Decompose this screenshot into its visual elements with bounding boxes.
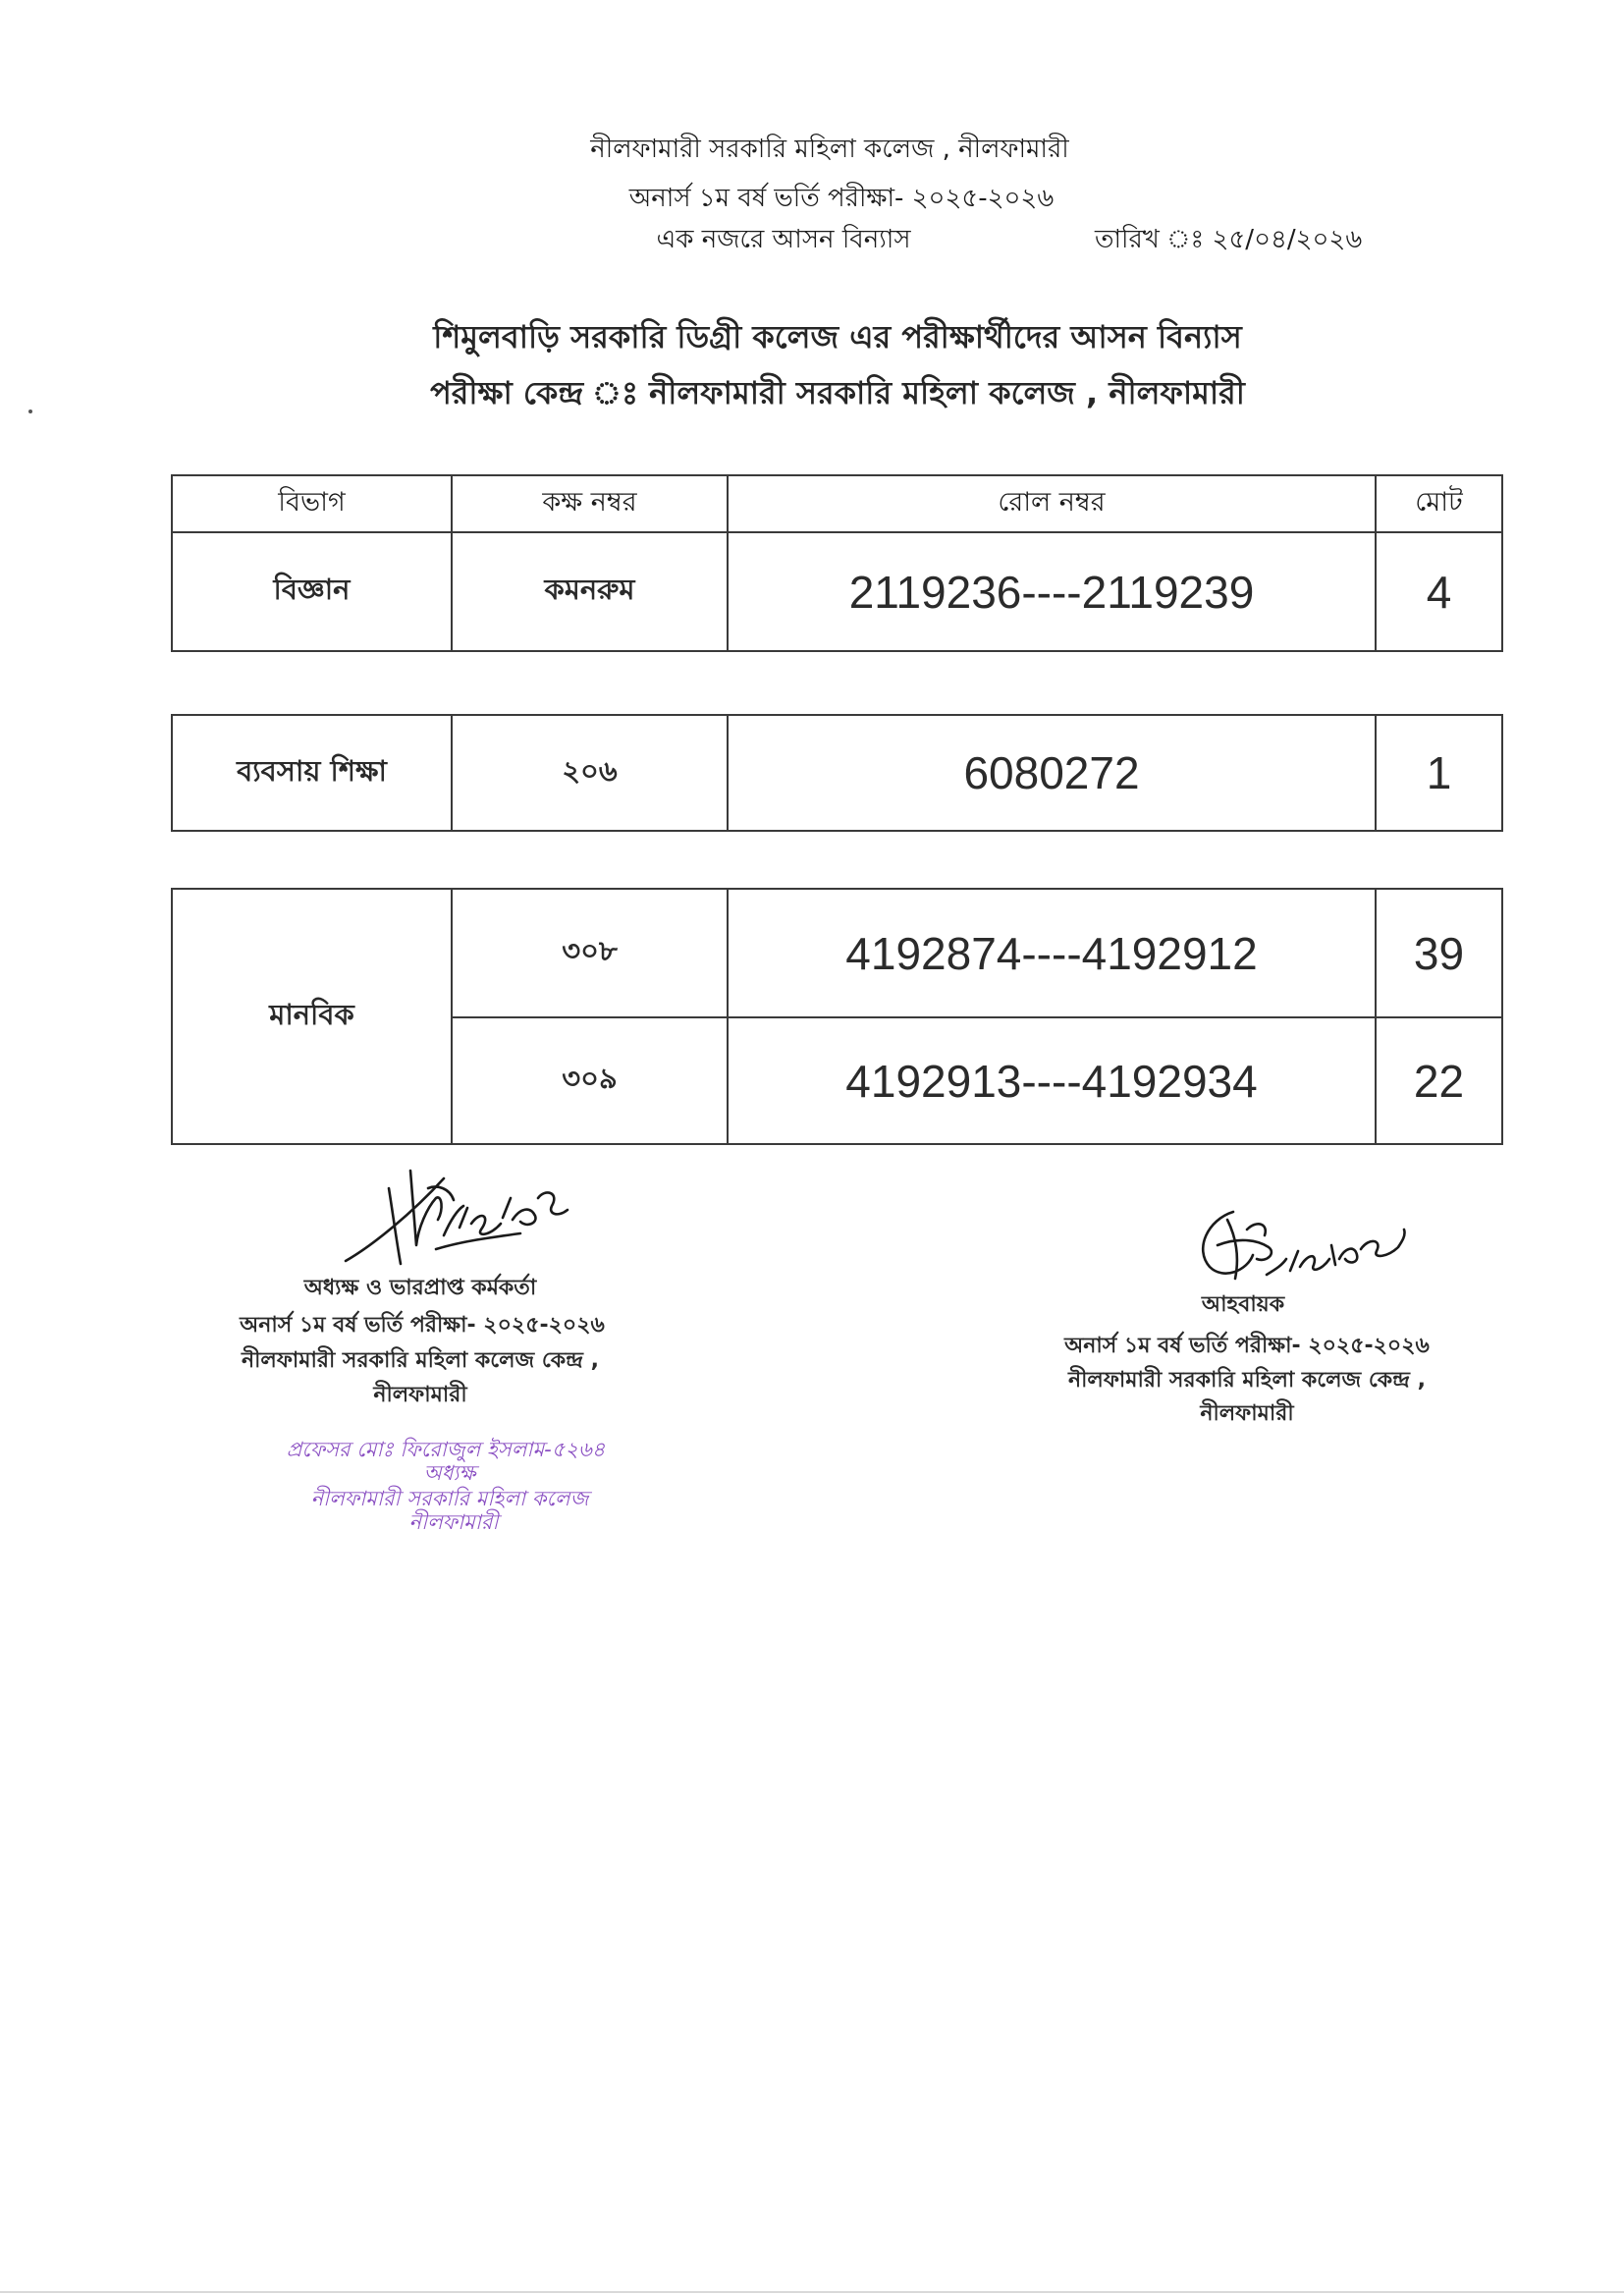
seating-table-business bbox=[171, 714, 1503, 832]
roll-range-cell: 6080272 bbox=[728, 715, 1376, 831]
left-signatory-role: অধ্যক্ষ ও ভারপ্রাপ্ত কর্মকর্তা bbox=[303, 1276, 537, 1300]
column-header-roll: রোল নম্বর bbox=[728, 475, 1376, 532]
stamp-name: প্রফেসর মোঃ ফিরোজুল ইসলাম-৫২৬৪ bbox=[286, 1438, 606, 1461]
table-header-row bbox=[172, 475, 1502, 532]
scan-edge-line bbox=[0, 2291, 1624, 2293]
total-cell: 4 bbox=[1376, 532, 1502, 651]
seating-table-science bbox=[171, 474, 1503, 652]
right-signatory-role: আহবায়ক bbox=[1201, 1292, 1285, 1317]
roll-range-cell: 4192913----4192934 bbox=[728, 1017, 1376, 1144]
scan-speck bbox=[28, 410, 32, 413]
table-row bbox=[172, 889, 1502, 1017]
left-signatory-exam: অনার্স ১ম বর্ষ ভর্তি পরীক্ষা- ২০২৫-২০২৬ bbox=[240, 1313, 605, 1338]
right-signatory-district: নীলফামারী bbox=[1200, 1401, 1294, 1426]
exam-title: অনার্স ১ম বর্ষ ভর্তি পরীক্ষা- ২০২৫-২০২৬ bbox=[628, 184, 1055, 213]
document-subtitle: এক নজরে আসন বিন্যাস bbox=[656, 225, 911, 254]
room-cell: কমনরুম bbox=[452, 532, 728, 651]
seating-title: শিমুলবাড়ি সরকারি ডিগ্রী কলেজ এর পরীক্ষার্থীদের আসন বিন্যাস bbox=[433, 318, 1242, 355]
room-cell: ৩০৯ bbox=[452, 1017, 728, 1144]
left-signatory-district: নীলফামারী bbox=[373, 1383, 467, 1407]
column-header-department: বিভাগ bbox=[172, 475, 452, 532]
institution-title: নীলফামারী সরকারি মহিলা কলেজ , নীলফামারী bbox=[590, 135, 1069, 164]
table-row bbox=[172, 715, 1502, 831]
room-cell: ২০৬ bbox=[452, 715, 728, 831]
department-cell: বিজ্ঞান bbox=[172, 532, 452, 651]
room-cell: ৩০৮ bbox=[452, 889, 728, 1017]
total-cell: 39 bbox=[1376, 889, 1502, 1017]
table-row bbox=[172, 532, 1502, 651]
column-header-room: কক্ষ নম্বর bbox=[452, 475, 728, 532]
seating-table-humanities bbox=[171, 888, 1503, 1145]
roll-range-cell: 4192874----4192912 bbox=[728, 889, 1376, 1017]
date-label: তারিখ ঃ ২৫/০৪/২০২৬ bbox=[1095, 225, 1363, 254]
stamp-district: নীলফামারী bbox=[408, 1510, 499, 1534]
exam-center-heading: পরীক্ষা কেন্দ্র ঃ নীলফামারী সরকারি মহিলা কলেজ , নীলফামারী bbox=[430, 374, 1245, 411]
total-cell: 1 bbox=[1376, 715, 1502, 831]
department-cell: মানবিক bbox=[172, 889, 452, 1144]
total-cell: 22 bbox=[1376, 1017, 1502, 1144]
left-signatory-center: নীলফামারী সরকারি মহিলা কলেজ কেন্দ্র , bbox=[242, 1348, 599, 1373]
right-signatory-exam: অনার্স ১ম বর্ষ ভর্তি পরীক্ষা- ২০২৫-২০২৬ bbox=[1064, 1334, 1430, 1358]
roll-range-cell: 2119236----2119239 bbox=[728, 532, 1376, 651]
convener-signature bbox=[1188, 1190, 1414, 1293]
stamp-college: নীলফামারী সরকারি মহিলা কলেজ bbox=[310, 1487, 589, 1510]
department-cell: ব্যবসায় শিক্ষা bbox=[172, 715, 452, 831]
column-header-total: মোট bbox=[1376, 475, 1502, 532]
principal-signature bbox=[334, 1159, 579, 1272]
stamp-title: অধ্যক্ষ bbox=[423, 1461, 476, 1485]
right-signatory-center: নীলফামারী সরকারি মহিলা কলেজ কেন্দ্র , bbox=[1068, 1368, 1426, 1393]
